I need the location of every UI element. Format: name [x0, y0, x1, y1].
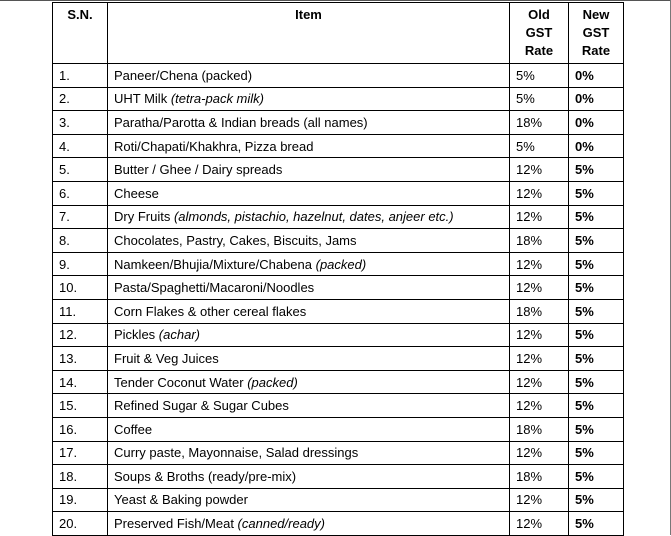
row-new-gst-rate: 5% — [569, 441, 624, 465]
table-row — [53, 111, 624, 135]
row-item — [108, 181, 510, 205]
item-note: (packed) — [247, 374, 298, 390]
table-row — [53, 488, 624, 512]
item-name: Roti/Chapati/Khakhra, Pizza bread — [114, 138, 314, 154]
table-row — [53, 181, 624, 205]
row-item — [108, 347, 510, 371]
row-new-gst-rate: 5% — [569, 276, 624, 300]
row-serial-number: 9. — [53, 252, 108, 276]
row-old-gst-rate: 12% — [510, 347, 569, 371]
row-new-gst-rate: 5% — [569, 299, 624, 323]
row-old-gst-rate: 5% — [510, 134, 569, 158]
row-item — [108, 488, 510, 512]
table-row — [53, 465, 624, 489]
row-new-gst-rate: 5% — [569, 252, 624, 276]
item-name: Tender Coconut Water — [114, 374, 248, 390]
item-name: Refined Sugar & Sugar Cubes — [114, 398, 289, 414]
row-new-gst-rate: 0% — [569, 64, 624, 88]
row-old-gst-rate: 18% — [510, 465, 569, 489]
row-new-gst-rate: 5% — [569, 229, 624, 253]
item-name: Coffee — [114, 421, 153, 437]
header-new-gst-rate — [569, 3, 624, 64]
item-name: Namkeen/Bhujia/Mixture/Chabena — [114, 256, 316, 272]
row-new-gst-rate: 0% — [569, 134, 624, 158]
row-new-gst-rate: 5% — [569, 417, 624, 441]
row-new-gst-rate: 5% — [569, 370, 624, 394]
row-item — [108, 323, 510, 347]
row-serial-number: 20. — [53, 512, 108, 536]
item-name: UHT Milk — [114, 91, 171, 107]
row-old-gst-rate: 12% — [510, 158, 569, 182]
row-item — [108, 394, 510, 418]
row-old-gst-rate: 12% — [510, 205, 569, 229]
table-row — [53, 394, 624, 418]
row-new-gst-rate: 5% — [569, 181, 624, 205]
row-new-gst-rate: 5% — [569, 205, 624, 229]
row-new-gst-rate: 5% — [569, 465, 624, 489]
item-name: Fruit & Veg Juices — [114, 350, 219, 366]
row-item — [108, 299, 510, 323]
row-old-gst-rate: 12% — [510, 323, 569, 347]
header-old-line-1: Old — [528, 7, 550, 22]
table-row — [53, 417, 624, 441]
row-item — [108, 465, 510, 489]
row-serial-number: 15. — [53, 394, 108, 418]
item-name: Pasta/Spaghetti/Macaroni/Noodles — [114, 280, 315, 296]
row-item — [108, 134, 510, 158]
row-old-gst-rate: 12% — [510, 181, 569, 205]
row-new-gst-rate: 0% — [569, 111, 624, 135]
item-name: Soups & Broths (ready/pre-mix) — [114, 468, 297, 484]
item-name: Curry paste, Mayonnaise, Salad dressings — [114, 445, 359, 461]
row-old-gst-rate: 18% — [510, 111, 569, 135]
table-header — [53, 3, 624, 64]
row-serial-number: 18. — [53, 465, 108, 489]
header-old-gst-rate — [510, 3, 569, 64]
table-row — [53, 276, 624, 300]
row-old-gst-rate: 18% — [510, 299, 569, 323]
row-item — [108, 111, 510, 135]
row-new-gst-rate: 5% — [569, 158, 624, 182]
table-row — [53, 370, 624, 394]
row-new-gst-rate: 5% — [569, 512, 624, 536]
table-row — [53, 134, 624, 158]
row-serial-number: 14. — [53, 370, 108, 394]
table-body — [53, 64, 624, 536]
item-name: Paneer/Chena (packed) — [114, 67, 253, 83]
item-name: Corn Flakes & other cereal flakes — [114, 303, 307, 319]
row-item — [108, 252, 510, 276]
row-new-gst-rate: 5% — [569, 394, 624, 418]
row-item — [108, 87, 510, 111]
item-note: (packed) — [315, 256, 367, 272]
row-item — [108, 158, 510, 182]
row-new-gst-rate: 0% — [569, 87, 624, 111]
row-item — [108, 512, 510, 536]
row-old-gst-rate: 18% — [510, 229, 569, 253]
row-serial-number: 11. — [53, 299, 108, 323]
row-serial-number: 2. — [53, 87, 108, 111]
table-row — [53, 347, 624, 371]
item-name: Pickles — [114, 327, 159, 343]
row-old-gst-rate: 12% — [510, 370, 569, 394]
row-item — [108, 229, 510, 253]
row-old-gst-rate: 12% — [510, 488, 569, 512]
row-serial-number: 5. — [53, 158, 108, 182]
table-row — [53, 512, 624, 536]
table-row — [53, 87, 624, 111]
item-name: Cheese — [114, 185, 159, 201]
table-row — [53, 252, 624, 276]
header-new-line-2: GST — [582, 25, 610, 40]
row-serial-number: 7. — [53, 205, 108, 229]
row-item — [108, 276, 510, 300]
row-old-gst-rate: 12% — [510, 252, 569, 276]
item-name: Paratha/Parotta & Indian breads (all names) — [114, 114, 368, 130]
top-border-line — [0, 0, 671, 1]
table-row — [53, 158, 624, 182]
header-sn: S.N. — [53, 3, 108, 64]
table-row — [53, 229, 624, 253]
row-item — [108, 64, 510, 88]
item-name: Preserved Fish/Meat — [114, 516, 238, 532]
row-item — [108, 205, 510, 229]
row-serial-number: 6. — [53, 181, 108, 205]
row-old-gst-rate: 12% — [510, 394, 569, 418]
item-name: Dry Fruits — [114, 209, 174, 225]
row-old-gst-rate: 12% — [510, 441, 569, 465]
table-row — [53, 441, 624, 465]
row-item — [108, 370, 510, 394]
table-row — [53, 323, 624, 347]
item-note: (almonds, pistachio, hazelnut, dates, anjeer etc.) — [173, 209, 454, 225]
row-old-gst-rate: 5% — [510, 64, 569, 88]
header-old-line-2: GST — [525, 25, 553, 40]
header-row — [53, 3, 624, 64]
row-serial-number: 10. — [53, 276, 108, 300]
row-old-gst-rate: 5% — [510, 87, 569, 111]
row-serial-number: 19. — [53, 488, 108, 512]
header-old-line-3: Rate — [524, 43, 554, 58]
gst-rate-table — [52, 2, 624, 536]
row-item — [108, 441, 510, 465]
row-new-gst-rate: 5% — [569, 488, 624, 512]
row-serial-number: 8. — [53, 229, 108, 253]
row-serial-number: 3. — [53, 111, 108, 135]
row-old-gst-rate: 12% — [510, 512, 569, 536]
table-row — [53, 64, 624, 88]
item-name: Yeast & Baking powder — [114, 492, 248, 508]
row-serial-number: 1. — [53, 64, 108, 88]
item-note: (achar) — [158, 327, 200, 343]
header-new-line-3: Rate — [581, 43, 611, 58]
item-note: (tetra-pack milk) — [170, 91, 264, 107]
row-new-gst-rate: 5% — [569, 347, 624, 371]
row-serial-number: 13. — [53, 347, 108, 371]
header-new-line-1: New — [582, 7, 610, 22]
item-name: Chocolates, Pastry, Cakes, Biscuits, Jams — [114, 232, 357, 248]
row-serial-number: 17. — [53, 441, 108, 465]
item-name: Butter / Ghee / Dairy spreads — [114, 162, 283, 178]
table-row — [53, 299, 624, 323]
header-item: Item — [108, 3, 510, 64]
row-old-gst-rate: 12% — [510, 276, 569, 300]
row-new-gst-rate: 5% — [569, 323, 624, 347]
item-note: (canned/ready) — [237, 516, 325, 532]
row-serial-number: 16. — [53, 417, 108, 441]
row-serial-number: 12. — [53, 323, 108, 347]
row-old-gst-rate: 18% — [510, 417, 569, 441]
row-item — [108, 417, 510, 441]
table-row — [53, 205, 624, 229]
row-serial-number: 4. — [53, 134, 108, 158]
